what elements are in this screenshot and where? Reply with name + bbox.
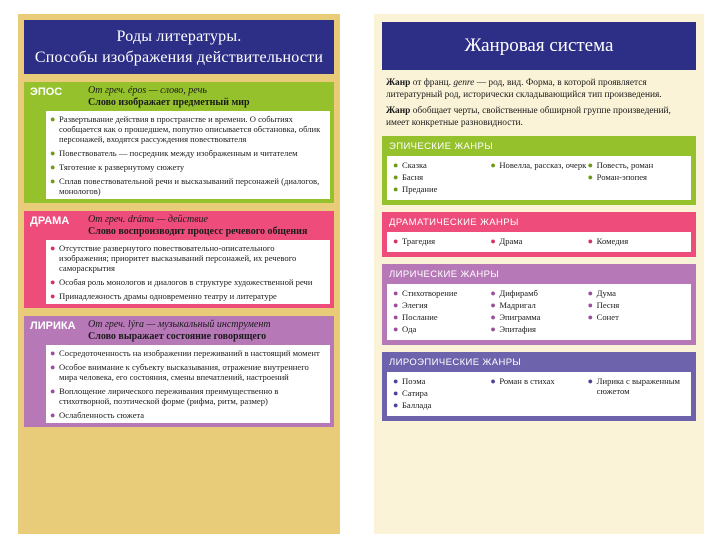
bullet-box [46,345,330,423]
bullet-dot-icon: ● [50,114,56,124]
bullet-item: ● Повествователь — посредник между изображенным и читателем [50,148,298,158]
bullet-dot-icon: ● [490,236,496,246]
genre-group-drama [382,212,696,257]
bullet-dot-icon: ● [490,312,496,322]
bullet-dot-icon: ● [587,288,594,298]
genre-item: ● Эпитафия [490,324,536,334]
bullet-item: ● Ослабленность сюжета [50,410,145,420]
section-label: ЭПОС [30,86,63,98]
bullet-item: ● Воплощение лирического переживания преимущественно в стихотворной, поэтической форме (рифма, ритм, размер) [50,386,279,406]
genre-group-lyroepic [382,352,696,421]
genre-item: ● Баллада [393,400,432,410]
bullet-box [46,111,330,199]
bullet-dot-icon: ● [393,288,399,298]
genre-item: ● Сказка [393,160,427,170]
bullet-dot-icon: ● [50,162,56,172]
bullet-dot-icon: ● [587,172,594,182]
genre-item: ● Стихотворение [393,288,458,298]
genre-item: ● Роман-эпопея [587,172,647,182]
bullet-dot-icon: ● [50,362,56,372]
bullet-dot-icon: ● [393,388,399,398]
bullet-dot-icon: ● [490,288,496,298]
genre-item: ● Комедия [587,236,629,246]
bullet-dot-icon: ● [50,291,56,301]
bullet-dot-icon: ● [490,160,496,170]
bullet-dot-icon: ● [393,160,399,170]
left-header [24,20,334,74]
genre-item: ● Сонет [587,312,619,322]
bullet-dot-icon: ● [587,160,594,170]
bullet-dot-icon: ● [393,236,399,246]
bullet-item: ● Сплав повествовательной речи и высказываний персонажей (диалогов, монологов) [50,176,320,196]
intro-paragraph: Жанр обобщает черты, свойственные обширной группе произведений, имеет конкретные разновидности. [386,106,671,128]
genre-item: ● Драма [490,236,523,246]
bullet-dot-icon: ● [393,376,399,386]
bullet-box [46,240,330,304]
bullet-dot-icon: ● [50,148,56,158]
genre-item: ● Трагедия [393,236,436,246]
definition: Слово воспроизводит процесс речевого общения [88,225,308,237]
etymology: От греч. dráma — действие [88,214,208,225]
genre-group-lyric [382,264,696,345]
bullet-dot-icon: ● [587,236,594,246]
bullet-item: ● Особая роль монологов и диалогов в структуре художественной речи [50,277,313,287]
bullet-dot-icon: ● [50,243,56,253]
genre-item: ● Послание [393,312,438,322]
bullet-dot-icon: ● [490,324,496,334]
genre-group-epic [382,136,696,205]
bullet-dot-icon: ● [393,300,399,310]
genre-item: ● Поэма [393,376,426,386]
etymology: От греч. lýra — музыкальный инструмент [88,319,271,330]
genre-item: ● Мадригал [490,300,536,310]
etymology: От греч. épos — слово, речь [88,85,207,96]
bullet-dot-icon: ● [587,312,594,322]
bullet-dot-icon: ● [50,410,56,420]
bullet-item: ● Принадлежность драмы одновременно театру и литературе [50,291,277,301]
left-title-line-2: Способы изображения действительности [34,49,324,66]
bullet-dot-icon: ● [587,300,594,310]
section-label: ЛИРИКА [30,320,76,332]
bullet-item: ● Тяготение к развернутому сюжету [50,162,185,172]
bullet-dot-icon: ● [393,184,399,194]
bullet-dot-icon: ● [393,172,399,182]
genre-item: ● Эпиграмма [490,312,541,322]
genre-group-title: ЛИРОЭПИЧЕСКИЕ ЖАНРЫ [389,357,522,368]
definition: Слово выражает состояние говорящего [88,330,267,342]
genre-item: ● Роман в стихах [490,376,555,386]
bullet-dot-icon: ● [490,376,496,386]
bullet-dot-icon: ● [50,176,56,186]
bullet-item: ● Особое внимание к субъекту высказывания, отражение внутреннего мира человека, его состояния, смены впечатлений, настроений [50,362,309,382]
literature-kinds-panel [18,14,340,534]
bullet-item: ● Сосредоточенность на изображении переживаний в настоящий момент [50,348,320,358]
bullet-item: ● Отсутствие развернутого повествовательно-описательного изображения; приоритет высказываний персонажей, их речевого самораскрытия [50,243,297,273]
genre-item: ● Дума [587,288,616,298]
genre-item: ● Элегия [393,300,428,310]
left-title-line-1: Роды литературы. [116,28,242,45]
genre-item: ● Лирика с выраженным сюжетом [587,376,680,396]
bullet-dot-icon: ● [490,300,496,310]
section-epos [24,82,334,203]
bullet-dot-icon: ● [393,324,399,334]
bullet-item: ● Развертывание действия в пространстве и времени. О событиях сообщается как о прошедшем, попутно описывается обстановка, облик персонажей, входятся рассуждения повествователя [50,114,321,144]
genre-item: ● Песня [587,300,620,310]
genre-item: ● Предание [393,184,438,194]
section-label: ДРАМА [30,215,70,227]
genre-system-panel [374,14,704,534]
section-drama [24,211,334,308]
bullet-dot-icon: ● [587,376,594,386]
genre-group-title: ЛИРИЧЕСКИЕ ЖАНРЫ [389,269,500,280]
genre-item: ● Новелла, рассказ, очерк [490,160,587,170]
bullet-dot-icon: ● [50,277,56,287]
section-lyrics [24,316,334,427]
bullet-dot-icon: ● [50,386,56,396]
right-title: Жанровая система [382,22,696,70]
genre-item: ● Сатира [393,388,428,398]
bullet-dot-icon: ● [50,348,56,358]
genre-item: ● Ода [393,324,417,334]
definition: Слово изображает предметный мир [88,96,250,108]
bullet-dot-icon: ● [393,400,399,410]
genre-item: ● Повесть, роман [587,160,654,170]
intro-paragraph: Жанр от франц. genre — род, вид. Форма, в которой проявляется литературный род, исторически складывающийся тип произведения. [386,78,662,100]
genre-item: ● Басня [393,172,424,182]
genre-item: ● Дифирамб [490,288,538,298]
bullet-dot-icon: ● [393,312,399,322]
intro-text [382,77,696,129]
genre-group-title: ДРАМАТИЧЕСКИЕ ЖАНРЫ [389,217,519,228]
genre-group-title: ЭПИЧЕСКИЕ ЖАНРЫ [389,141,494,152]
